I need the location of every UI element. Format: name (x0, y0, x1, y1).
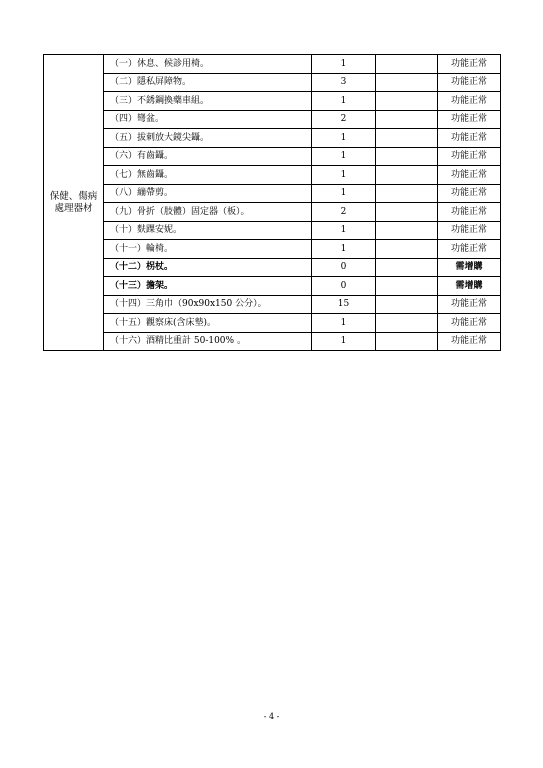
note-cell (376, 258, 438, 277)
quantity-cell: 3 (312, 73, 376, 92)
quantity-cell: 2 (312, 110, 376, 129)
table-row (44, 147, 501, 166)
note-cell (376, 295, 438, 314)
item-name-cell: （十三）擔架。 (104, 277, 312, 296)
status-cell: 功能正常 (438, 110, 501, 129)
status-cell: 需增購 (438, 258, 501, 277)
quantity-cell: 1 (312, 129, 376, 148)
note-cell (376, 92, 438, 111)
status-cell: 功能正常 (438, 184, 501, 203)
table-row (44, 277, 501, 296)
item-name-cell: （十一）輪椅。 (104, 240, 312, 259)
quantity-cell: 0 (312, 277, 376, 296)
quantity-cell: 1 (312, 55, 376, 74)
quantity-cell: 1 (312, 92, 376, 111)
quantity-cell: 15 (312, 295, 376, 314)
table-row (44, 55, 501, 74)
equipment-inventory-table (43, 54, 501, 351)
item-name-cell: （八）繃帶剪。 (104, 184, 312, 203)
category-label-line: 保健、傷病 (49, 190, 98, 202)
table-row (44, 166, 501, 185)
table-row (44, 184, 501, 203)
item-name-cell: （三）不銹鋼換藥車組。 (104, 92, 312, 111)
status-cell: 功能正常 (438, 55, 501, 74)
item-name-cell: （十）麩踝安妮。 (104, 221, 312, 240)
note-cell (376, 332, 438, 351)
table-row (44, 258, 501, 277)
item-name-cell: （十五）觀察床(含床墊)。 (104, 314, 312, 333)
status-cell: 功能正常 (438, 147, 501, 166)
note-cell (376, 110, 438, 129)
status-cell: 功能正常 (438, 203, 501, 222)
note-cell (376, 55, 438, 74)
status-cell: 功能正常 (438, 332, 501, 351)
table-row (44, 92, 501, 111)
table-row (44, 110, 501, 129)
quantity-cell: 1 (312, 147, 376, 166)
note-cell (376, 73, 438, 92)
table-row (44, 332, 501, 351)
status-cell: 功能正常 (438, 295, 501, 314)
table-row (44, 314, 501, 333)
note-cell (376, 166, 438, 185)
table-row (44, 221, 501, 240)
status-cell: 需增購 (438, 277, 501, 296)
page-number: - 4 - (263, 712, 280, 721)
table-row (44, 129, 501, 148)
category-cell (44, 55, 104, 351)
note-cell (376, 129, 438, 148)
item-name-cell: （六）有齒鑷。 (104, 147, 312, 166)
item-name-cell: （十六）酒精比重計 50-100% 。 (104, 332, 312, 351)
quantity-cell: 1 (312, 221, 376, 240)
note-cell (376, 277, 438, 296)
item-name-cell: （九）骨折（肢體）固定器（板）。 (104, 203, 312, 222)
note-cell (376, 147, 438, 166)
quantity-cell: 0 (312, 258, 376, 277)
status-cell: 功能正常 (438, 73, 501, 92)
note-cell (376, 203, 438, 222)
table-row (44, 295, 501, 314)
table-row (44, 73, 501, 92)
table-row (44, 203, 501, 222)
note-cell (376, 221, 438, 240)
table-row (44, 240, 501, 259)
quantity-cell: 1 (312, 166, 376, 185)
item-name-cell: （一）休息、候診用椅。 (104, 55, 312, 74)
quantity-cell: 2 (312, 203, 376, 222)
status-cell: 功能正常 (438, 240, 501, 259)
status-cell: 功能正常 (438, 129, 501, 148)
item-name-cell: （十四）三角巾（90x90x150 公分）。 (104, 295, 312, 314)
quantity-cell: 1 (312, 314, 376, 333)
item-name-cell: （十二）柺杖。 (104, 258, 312, 277)
item-name-cell: （四）彎盆。 (104, 110, 312, 129)
status-cell: 功能正常 (438, 314, 501, 333)
item-name-cell: （七）無齒鑷。 (104, 166, 312, 185)
quantity-cell: 1 (312, 332, 376, 351)
note-cell (376, 184, 438, 203)
quantity-cell: 1 (312, 184, 376, 203)
item-name-cell: （二）隱私屏障物。 (104, 73, 312, 92)
status-cell: 功能正常 (438, 221, 501, 240)
quantity-cell: 1 (312, 240, 376, 259)
item-name-cell: （五）拔刺放大鏡尖鑷。 (104, 129, 312, 148)
status-cell: 功能正常 (438, 166, 501, 185)
status-cell: 功能正常 (438, 92, 501, 111)
category-label-line: 處理器材 (54, 202, 93, 214)
note-cell (376, 240, 438, 259)
table-body (44, 55, 501, 351)
note-cell (376, 314, 438, 333)
